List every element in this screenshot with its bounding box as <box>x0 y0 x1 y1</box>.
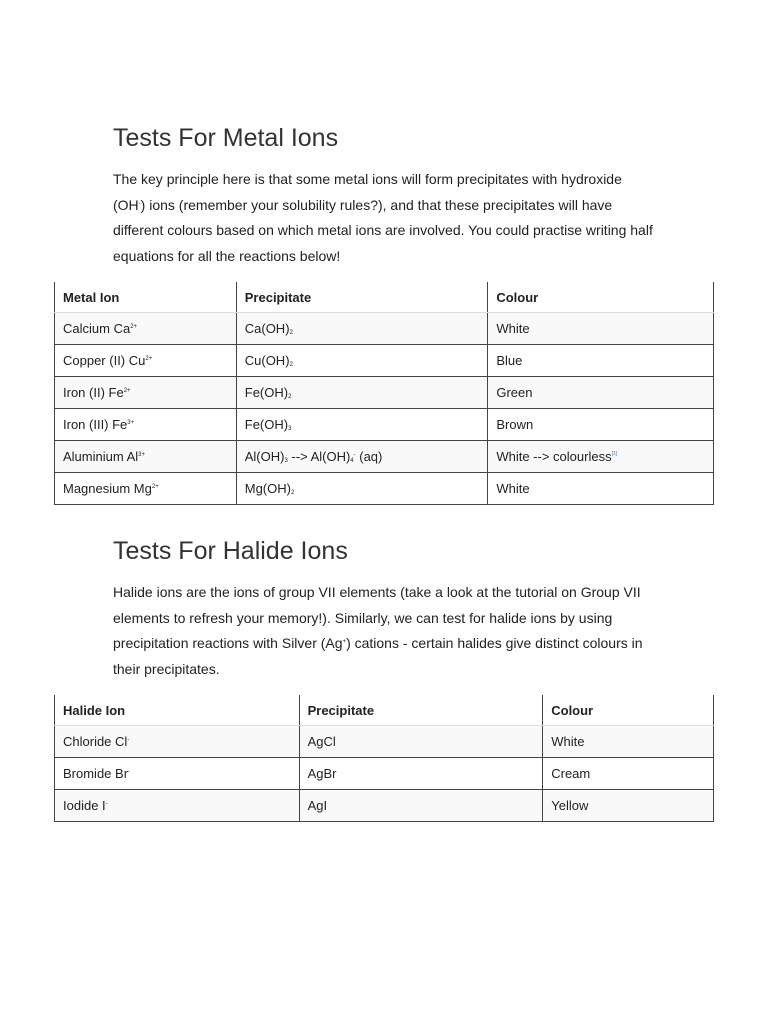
precipitate-cell: AgBr <box>299 758 543 790</box>
precipitate-cell: $Fe(OH)_3$ <box>236 409 488 441</box>
header-halide-ion: Halide Ion <box>55 695 300 726</box>
header-colour: Colour <box>488 282 714 313</box>
ion-cell: Iron (III) $Fe^{3+}$ <box>55 409 237 441</box>
ion-cell: Iron (II) $Fe^{2+}$ <box>55 377 237 409</box>
table-row <box>55 313 714 345</box>
halide-ions-heading: Tests For Halide Ions <box>113 537 348 565</box>
colour-cell: White --> colourless[1] <box>488 441 714 473</box>
table-row <box>55 441 714 473</box>
colour-cell: Yellow <box>543 790 714 822</box>
colour-cell: White <box>543 726 714 758</box>
colour-cell: White <box>488 313 714 345</box>
colour-cell: White <box>488 473 714 505</box>
colour-cell: Cream <box>543 758 714 790</box>
metal-ions-intro: The key principle here is that some metal ions will form precipitates with hydroxide (OH-) ions (remember your solubility rules?), and that these precipitates will have different colours based on which metal ions are involved. You could practise writing half equations for all the reactions below! <box>113 171 653 264</box>
precipitate-cell: $Mg(OH)_2$ <box>236 473 488 505</box>
ion-cell: Copper (II) $Cu^{2+}$ <box>55 345 237 377</box>
ion-cell: Chloride Cl- <box>55 726 300 758</box>
halide-ions-table <box>54 695 714 822</box>
metal-ions-table <box>54 282 714 505</box>
header-colour: Colour <box>543 695 714 726</box>
table-header-row <box>55 695 714 726</box>
footnote-link[interactable]: [1] <box>611 451 618 457</box>
colour-cell: Brown <box>488 409 714 441</box>
precipitate-cell: AgI <box>299 790 543 822</box>
table-row <box>55 345 714 377</box>
ion-cell: Iodide I- <box>55 790 300 822</box>
colour-cell: Green <box>488 377 714 409</box>
table-row <box>55 726 714 758</box>
table-row <box>55 409 714 441</box>
table-header-row <box>55 282 714 313</box>
header-precipitate: Precipitate <box>299 695 543 726</box>
halide-ions-intro: Halide ions are the ions of group VII elements (take a look at the tutorial on Group VII elements to refresh your memory!). Similarly, we can test for halide ions by using precipitation reactions with Silver (Ag+) cations - certain halides give distinct colours in their precipitates. <box>113 584 643 677</box>
ion-cell: Magnesium $Mg^{2+}$ <box>55 473 237 505</box>
precipitate-cell: $Fe(OH)_2$ <box>236 377 488 409</box>
header-precipitate: Precipitate <box>236 282 488 313</box>
table-row <box>55 377 714 409</box>
precipitate-cell: AgCl <box>299 726 543 758</box>
table-row <box>55 790 714 822</box>
precipitate-cell: $Ca(OH)_2$ <box>236 313 488 345</box>
ion-cell: Aluminium $Al^{3+}$ <box>55 441 237 473</box>
table-row <box>55 473 714 505</box>
header-metal-ion: Metal Ion <box>55 282 237 313</box>
metal-ions-heading: Tests For Metal Ions <box>113 124 339 152</box>
precipitate-cell: $Al(OH)_3$ --> $Al(OH)_4^-$ (aq) <box>236 441 488 473</box>
precipitate-cell: $Cu(OH)_2$ <box>236 345 488 377</box>
table-row <box>55 758 714 790</box>
ion-cell: Bromide Br- <box>55 758 300 790</box>
colour-cell: Blue <box>488 345 714 377</box>
ion-cell: Calcium $Ca^{2+}$ <box>55 313 237 345</box>
